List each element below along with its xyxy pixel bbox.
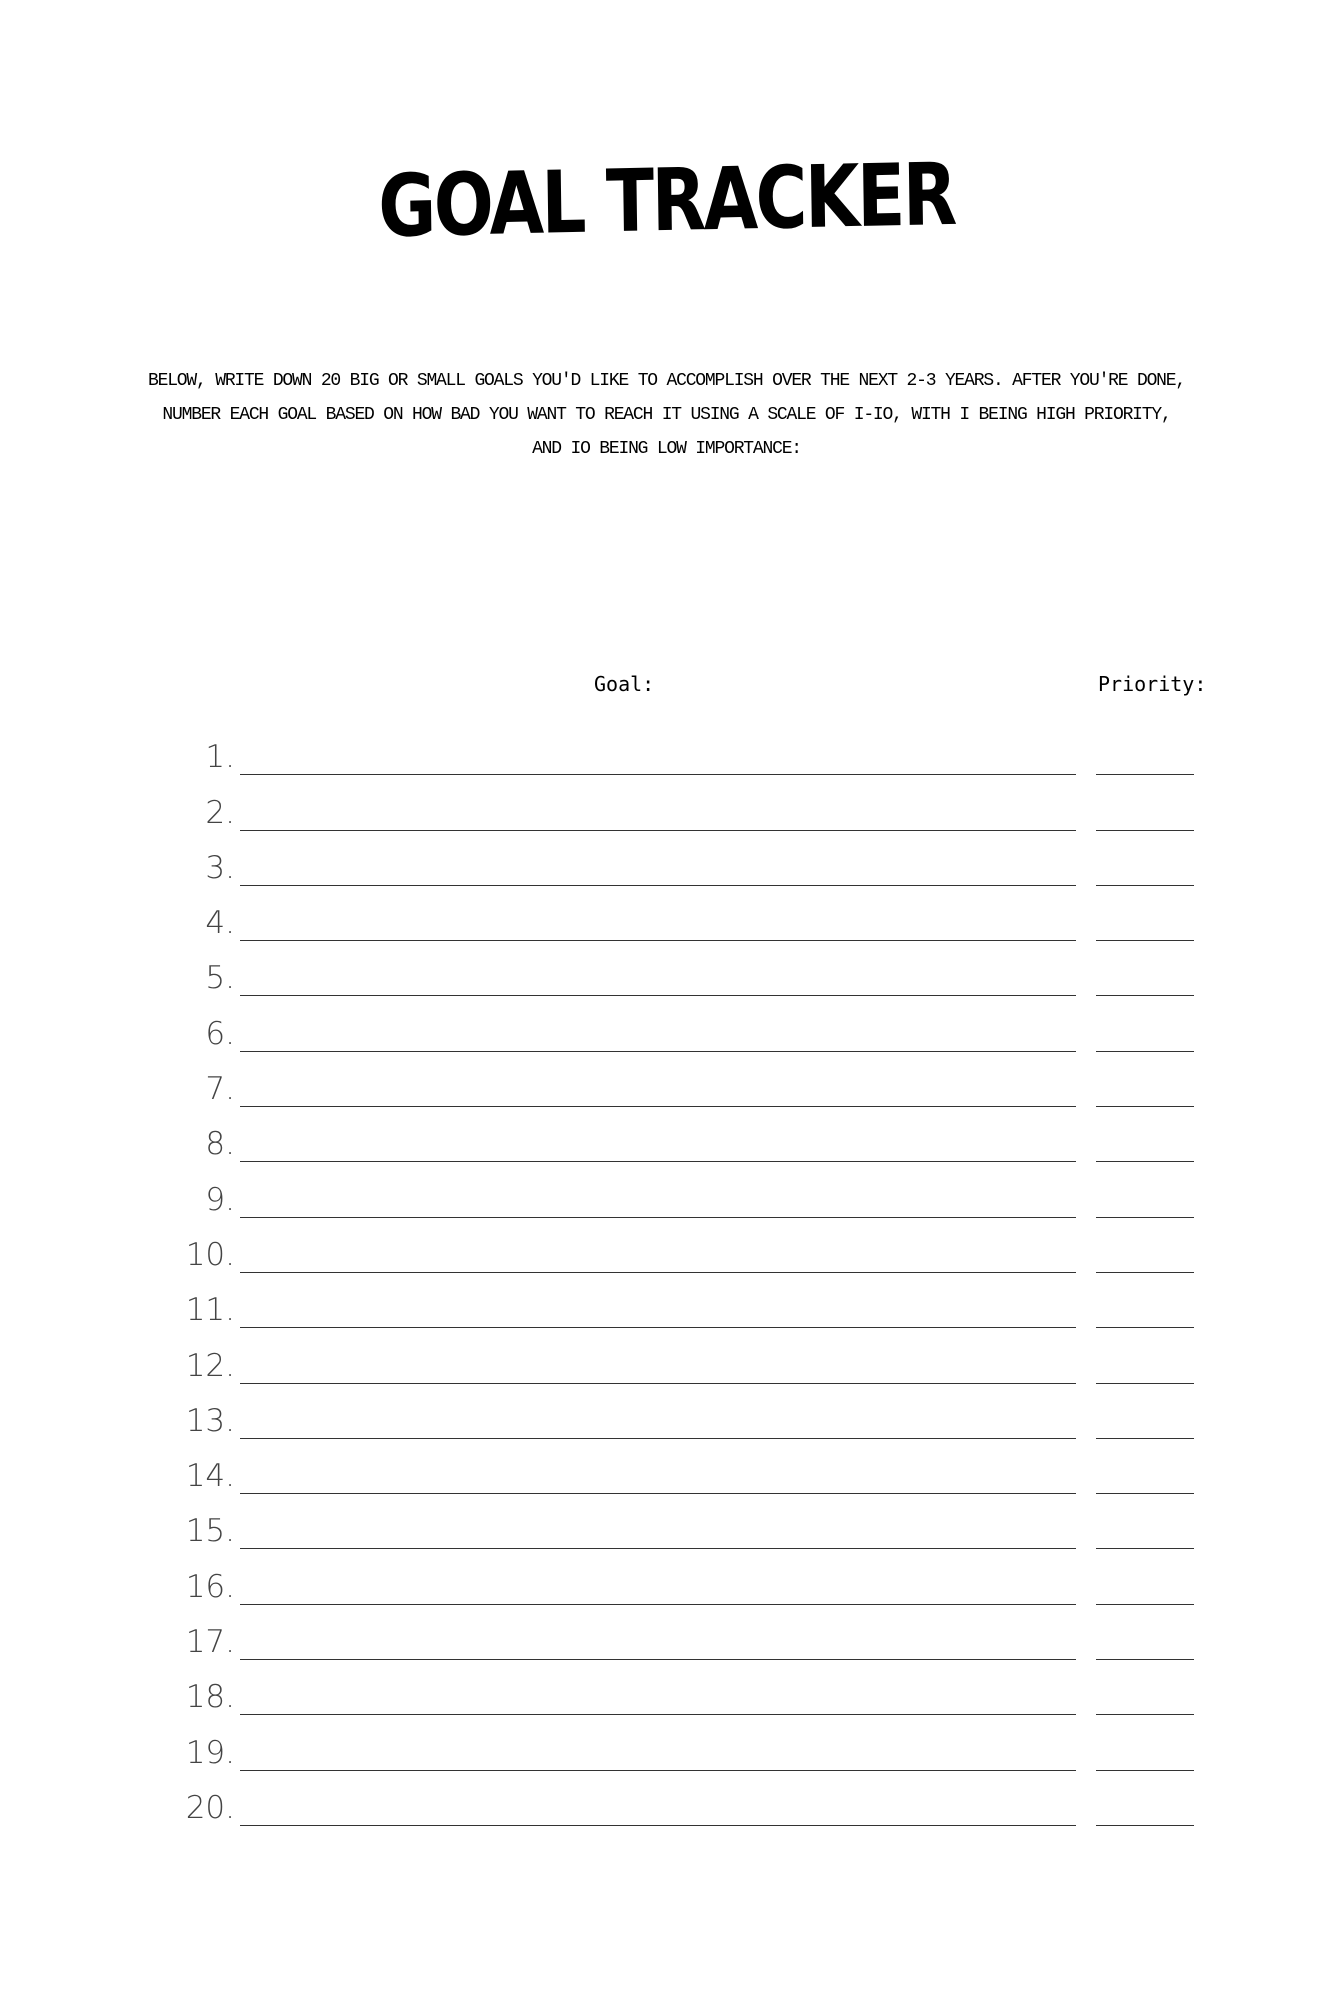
instructions bbox=[120, 364, 1213, 466]
row-number: 5. bbox=[205, 960, 235, 997]
row-number: 17. bbox=[185, 1624, 235, 1661]
goal-column-header: Goal: bbox=[594, 672, 655, 696]
row-number: 6. bbox=[205, 1015, 235, 1052]
row-number: 13. bbox=[185, 1402, 235, 1439]
goal-entry-line[interactable] bbox=[240, 1825, 1076, 1826]
goal-row bbox=[0, 1605, 1333, 1660]
goal-row bbox=[0, 1771, 1333, 1826]
goal-row bbox=[0, 1328, 1333, 1383]
goal-list bbox=[0, 720, 1333, 1826]
row-number: 18. bbox=[185, 1679, 235, 1716]
goal-row bbox=[0, 1052, 1333, 1107]
goal-row bbox=[0, 775, 1333, 830]
priority-column-header: Priority: bbox=[1098, 672, 1207, 696]
goal-row bbox=[0, 996, 1333, 1051]
goal-row bbox=[0, 1273, 1333, 1328]
row-number: 7. bbox=[205, 1071, 235, 1108]
goal-row bbox=[0, 1660, 1333, 1715]
instructions-line: NUMBER EACH GOAL BASED ON HOW BAD YOU WANT TO REACH IT USING A SCALE OF I-IO, WITH I BEING HIGH PRIORITY, bbox=[162, 405, 1171, 425]
row-number: 9. bbox=[205, 1181, 235, 1218]
goal-row bbox=[0, 1439, 1333, 1494]
instructions-line: AND IO BEING LOW IMPORTANCE: bbox=[532, 439, 801, 459]
goal-row bbox=[0, 1384, 1333, 1439]
instructions-line: BELOW, WRITE DOWN 20 BIG OR SMALL GOALS YOU'D LIKE TO ACCOMPLISH OVER THE NEXT 2-3 YEARS. AFTER YOU'RE DONE, bbox=[148, 371, 1185, 391]
page-title: GOAL TRACKER bbox=[377, 144, 956, 258]
row-number: 19. bbox=[185, 1734, 235, 1771]
goal-row bbox=[0, 941, 1333, 996]
row-number: 14. bbox=[185, 1458, 235, 1495]
row-number: 15. bbox=[185, 1513, 235, 1550]
row-number: 16. bbox=[185, 1568, 235, 1605]
row-number: 11. bbox=[185, 1292, 235, 1329]
goal-row bbox=[0, 1107, 1333, 1162]
goal-row bbox=[0, 1162, 1333, 1217]
goal-row bbox=[0, 1549, 1333, 1604]
goal-row bbox=[0, 886, 1333, 941]
priority-entry-line[interactable] bbox=[1096, 1825, 1194, 1826]
row-number: 3. bbox=[205, 849, 235, 886]
row-number: 2. bbox=[205, 794, 235, 831]
goal-row bbox=[0, 1218, 1333, 1273]
goal-row bbox=[0, 720, 1333, 775]
row-number: 1. bbox=[205, 739, 235, 776]
row-number: 12. bbox=[185, 1347, 235, 1384]
row-number: 4. bbox=[205, 905, 235, 942]
row-number: 20. bbox=[185, 1789, 235, 1826]
goal-row bbox=[0, 831, 1333, 886]
goal-row bbox=[0, 1715, 1333, 1770]
row-number: 10. bbox=[185, 1236, 235, 1273]
goal-row bbox=[0, 1494, 1333, 1549]
row-number: 8. bbox=[205, 1126, 235, 1163]
